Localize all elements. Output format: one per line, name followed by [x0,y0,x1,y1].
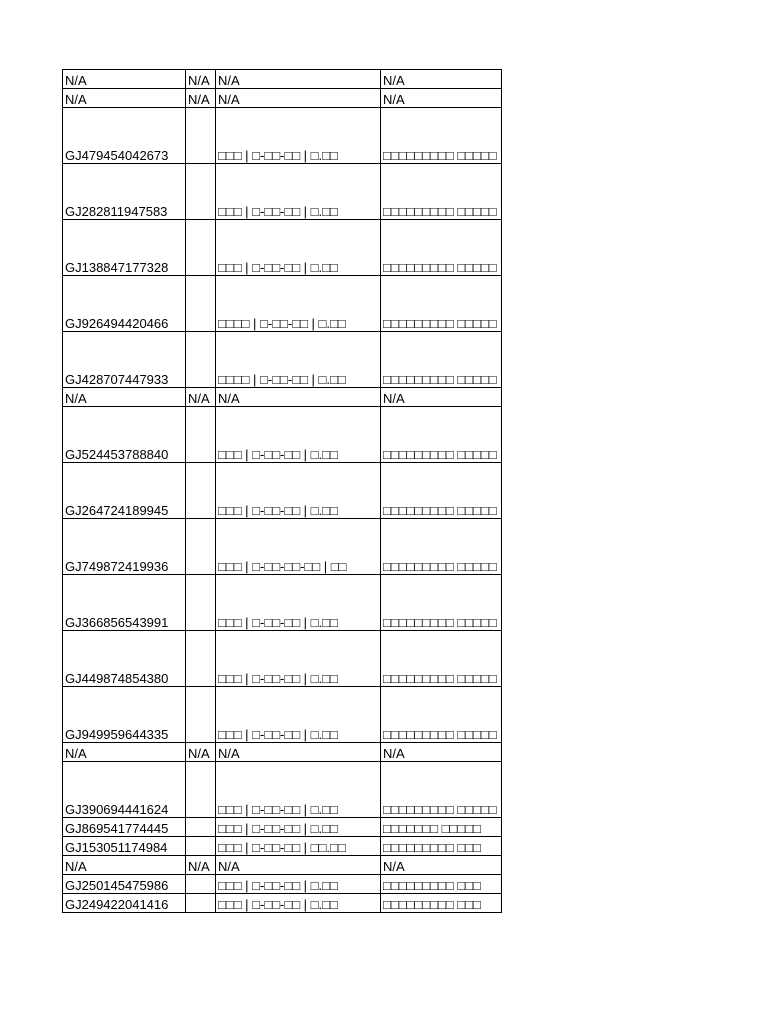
id-cell: GJ153051174984 [63,837,186,856]
description-cell: □□□□□□□□□ □□□ [381,875,502,894]
details-cell: □□□□ | □-□□-□□ | □.□□ [216,332,381,388]
col2-cell [186,818,216,837]
id-cell: GJ390694441624 [63,762,186,818]
id-cell: GJ264724189945 [63,463,186,519]
table-row [63,89,502,108]
details-cell: N/A [216,856,381,875]
details-cell: □□□ | □-□□-□□ | □□.□□ [216,837,381,856]
table-row [63,837,502,856]
id-cell: GJ449874854380 [63,631,186,687]
id-cell: GJ138847177328 [63,220,186,276]
col2-cell [186,875,216,894]
details-cell: N/A [216,89,381,108]
id-cell: GJ250145475986 [63,875,186,894]
id-cell: N/A [63,89,186,108]
col2-cell [186,108,216,164]
table-row [63,220,502,276]
details-cell: □□□ | □-□□-□□ | □.□□ [216,407,381,463]
data-table [62,69,502,913]
table-row [63,818,502,837]
col2-cell [186,407,216,463]
table-row [63,407,502,463]
id-cell: N/A [63,743,186,762]
col2-cell: N/A [186,70,216,89]
table-row [63,687,502,743]
id-cell: GJ749872419936 [63,519,186,575]
table-row [63,743,502,762]
col2-cell [186,687,216,743]
description-cell: □□□□□□□ □□□□□ [381,818,502,837]
details-cell: □□□ | □-□□-□□ | □.□□ [216,575,381,631]
description-cell: N/A [381,743,502,762]
col2-cell: N/A [186,743,216,762]
col2-cell: N/A [186,388,216,407]
details-cell: □□□ | □-□□-□□ | □.□□ [216,818,381,837]
details-cell: □□□ | □-□□-□□ | □.□□ [216,631,381,687]
table-row [63,463,502,519]
description-cell: □□□□□□□□□ □□□□□ [381,332,502,388]
col2-cell: N/A [186,89,216,108]
col2-cell [186,220,216,276]
description-cell: □□□□□□□□□ □□□ [381,837,502,856]
col2-cell: N/A [186,856,216,875]
description-cell: N/A [381,856,502,875]
table-row [63,856,502,875]
description-cell: □□□□□□□□□ □□□ [381,894,502,913]
col2-cell [186,164,216,220]
table-row [63,276,502,332]
description-cell: N/A [381,89,502,108]
description-cell: N/A [381,388,502,407]
table-row [63,332,502,388]
description-cell: □□□□□□□□□ □□□□□ [381,276,502,332]
id-cell: N/A [63,388,186,407]
details-cell: □□□ | □-□□-□□ | □.□□ [216,220,381,276]
details-cell: □□□ | □-□□-□□ | □.□□ [216,687,381,743]
id-cell: GJ869541774445 [63,818,186,837]
id-cell: GJ282811947583 [63,164,186,220]
description-cell: □□□□□□□□□ □□□□□ [381,575,502,631]
id-cell: GJ926494420466 [63,276,186,332]
id-cell: GJ949959644335 [63,687,186,743]
id-cell: GJ524453788840 [63,407,186,463]
description-cell: □□□□□□□□□ □□□□□ [381,407,502,463]
col2-cell [186,837,216,856]
description-cell: □□□□□□□□□ □□□□□ [381,220,502,276]
col2-cell [186,575,216,631]
description-cell: □□□□□□□□□ □□□□□ [381,631,502,687]
description-cell: □□□□□□□□□ □□□□□ [381,108,502,164]
description-cell: □□□□□□□□□ □□□□□ [381,164,502,220]
details-cell: □□□ | □-□□-□□ | □.□□ [216,762,381,818]
table-body [63,70,502,913]
details-cell: □□□ | □-□□-□□ | □.□□ [216,108,381,164]
details-cell: □□□ | □-□□-□□ | □.□□ [216,894,381,913]
details-cell: □□□□ | □-□□-□□ | □.□□ [216,276,381,332]
col2-cell [186,519,216,575]
table-row [63,575,502,631]
description-cell: □□□□□□□□□ □□□□□ [381,762,502,818]
description-cell: □□□□□□□□□ □□□□□ [381,519,502,575]
id-cell: GJ249422041416 [63,894,186,913]
id-cell: N/A [63,70,186,89]
id-cell: GJ428707447933 [63,332,186,388]
table-row [63,762,502,818]
col2-cell [186,894,216,913]
table-row [63,388,502,407]
table-row [63,164,502,220]
table-row [63,108,502,164]
description-cell: □□□□□□□□□ □□□□□ [381,463,502,519]
details-cell: □□□ | □-□□-□□-□□ | □□ [216,519,381,575]
table-row [63,631,502,687]
details-cell: N/A [216,388,381,407]
description-cell: □□□□□□□□□ □□□□□ [381,687,502,743]
table-row [63,875,502,894]
details-cell: N/A [216,70,381,89]
id-cell: GJ366856543991 [63,575,186,631]
table-row [63,894,502,913]
table-row [63,519,502,575]
id-cell: GJ479454042673 [63,108,186,164]
table-row [63,70,502,89]
details-cell: □□□ | □-□□-□□ | □.□□ [216,164,381,220]
details-cell: □□□ | □-□□-□□ | □.□□ [216,463,381,519]
col2-cell [186,762,216,818]
col2-cell [186,631,216,687]
description-cell: N/A [381,70,502,89]
col2-cell [186,276,216,332]
details-cell: N/A [216,743,381,762]
id-cell: N/A [63,856,186,875]
col2-cell [186,332,216,388]
col2-cell [186,463,216,519]
details-cell: □□□ | □-□□-□□ | □.□□ [216,875,381,894]
